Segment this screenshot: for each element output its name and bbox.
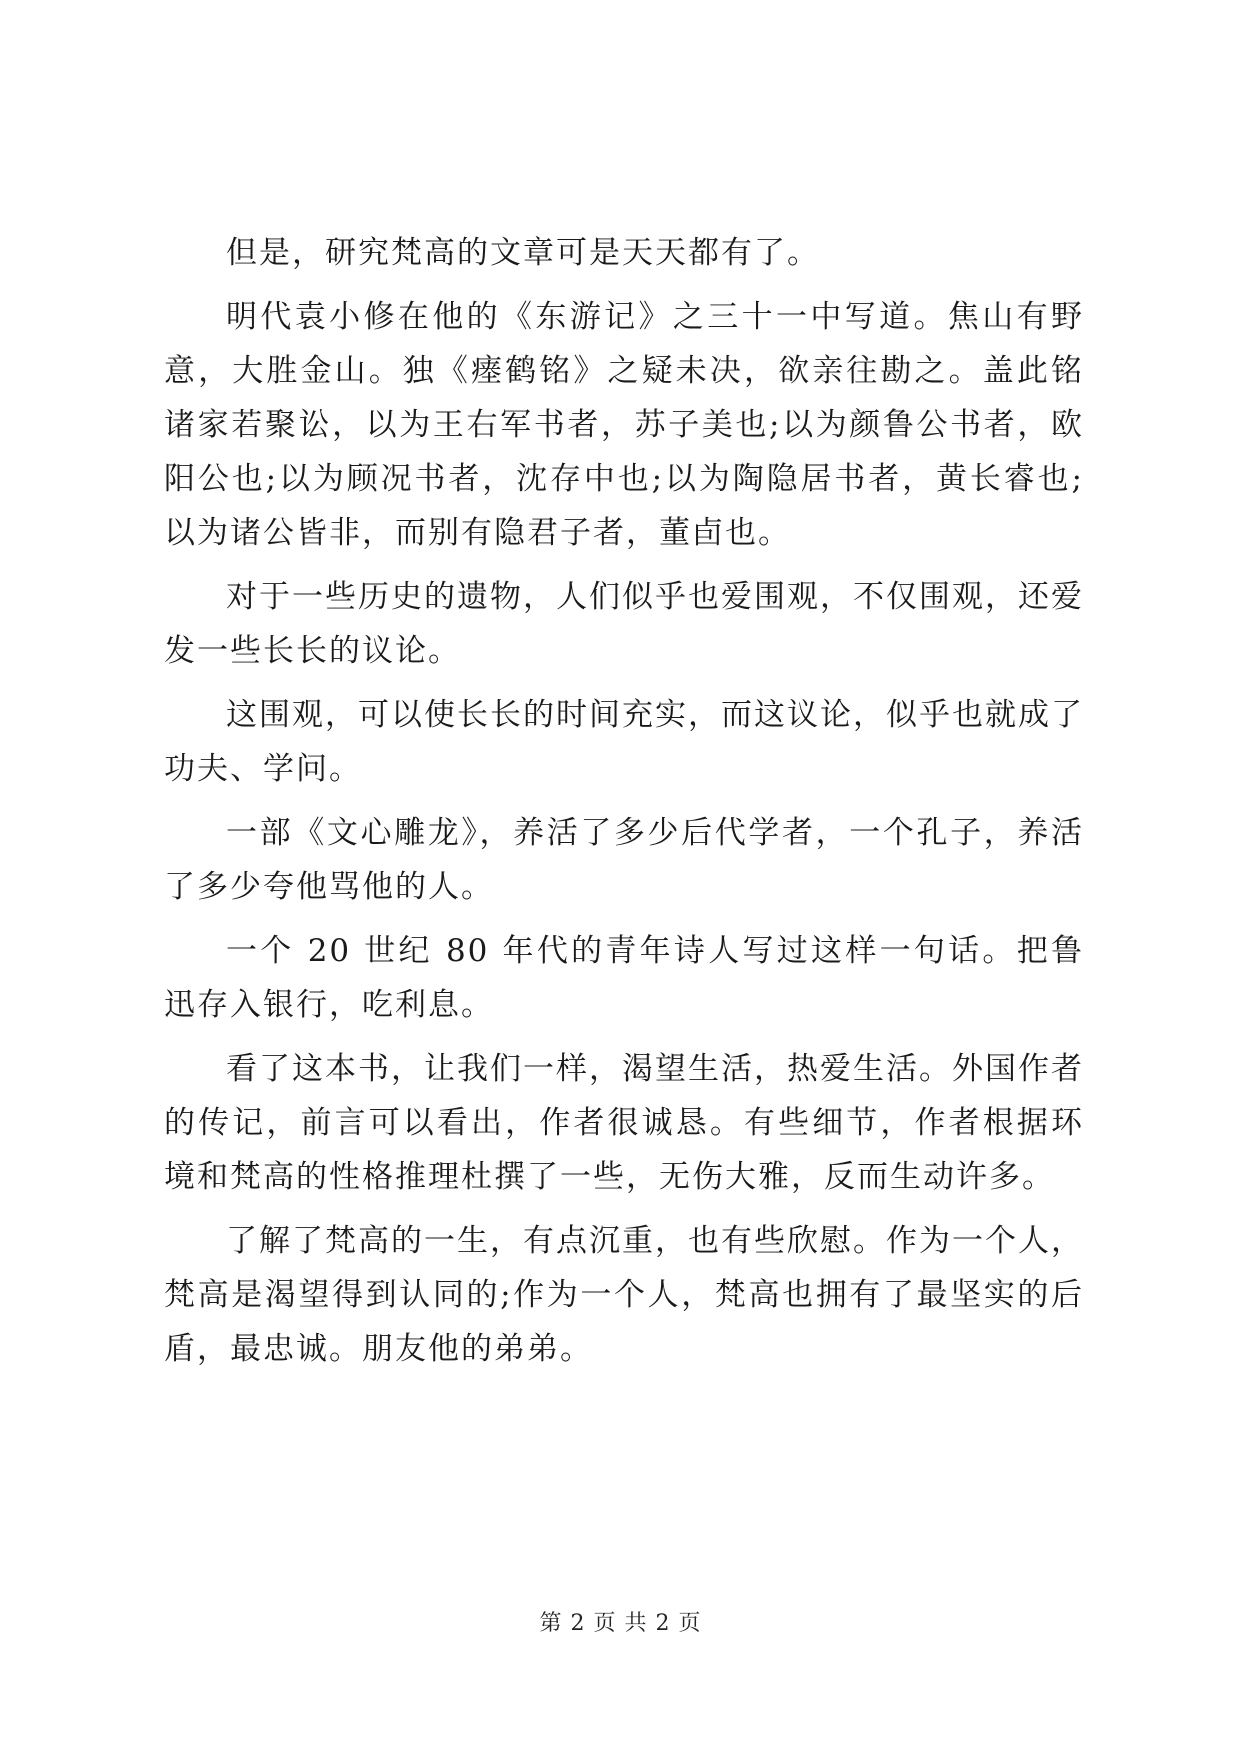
paragraph: 一个 20 世纪 80 年代的青年诗人写过这样一句话。把鲁迅存入银行，吃利息。 — [164, 933, 1084, 1023]
paragraph: 一部《文心雕龙》，养活了多少后代学者，一个孔子，养活了多少夸他骂他的人。 — [164, 815, 1084, 905]
document-body — [164, 226, 1084, 1386]
paragraph: 明代袁小修在他的《东游记》之三十一中写道。焦山有野意，大胜金山。独《瘗鹤铭》之疑未决，欲亲往勘之。盖此铭诸家若聚讼，以为王右军书者，苏子美也;以为颜鲁公书者，欧阳公也;以为顾况书者，沈存中也;以为陶隐居书者，黄长睿也;以为诸公皆非，而别有隐君子者，董卣也。 — [164, 299, 1084, 551]
paragraph: 对于一些历史的遗物，人们似乎也爱围观，不仅围观，还爱发一些长长的议论。 — [164, 579, 1084, 669]
page-footer-indicator: 第 2 页 共 2 页 — [539, 1611, 702, 1636]
paragraph: 看了这本书，让我们一样，渴望生活，热爱生活。外国作者的传记，前言可以看出，作者很诚恳。有些细节，作者根据环境和梵高的性格推理杜撰了一些，无伤大雅，反而生动许多。 — [164, 1051, 1084, 1195]
paragraph: 了解了梵高的一生，有点沉重，也有些欣慰。作为一个人，梵高是渴望得到认同的;作为一个人，梵高也拥有了最坚实的后盾，最忠诚。朋友他的弟弟。 — [164, 1223, 1084, 1367]
paragraph: 但是，研究梵高的文章可是天天都有了。 — [226, 235, 820, 271]
paragraph: 这围观，可以使长长的时间充实，而这议论，似乎也就成了功夫、学问。 — [164, 697, 1084, 787]
